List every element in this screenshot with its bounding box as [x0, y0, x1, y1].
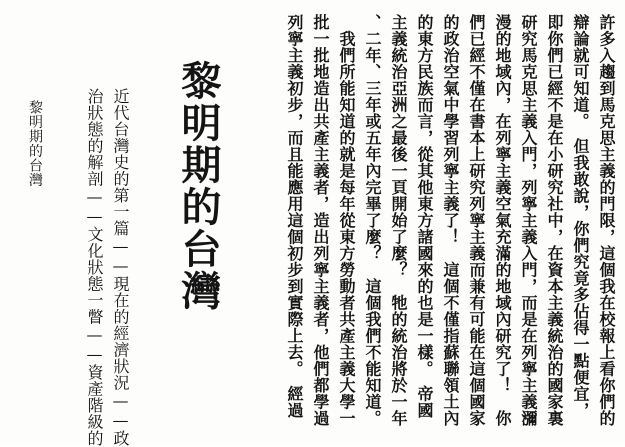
chapter-subtitle-line: 治狀態的解剖——文化狀態一瞥——資產階級的: [85, 88, 104, 447]
running-title: 黎明期的台灣: [27, 100, 43, 187]
body-text-column: 即你們已經不是在小研究社中，在資本主義統治的國家裏: [545, 14, 564, 427]
chapter-title: 黎明期的台灣: [175, 60, 222, 312]
body-text-column: 許多入趨到馬克思主義的門限，這個我在校報上看你們的: [597, 14, 616, 427]
body-text-column: 辯論就可知道。 但我敢說，你們究竟多佔得一點便宜，: [571, 14, 590, 419]
body-text-column: 研究馬克思主義入門，列寧主義入門，而是在列寧主義瀰: [519, 14, 538, 427]
body-text-column: 的東方民族而言，從其他東方諸國來的也是一樣。 帝國: [415, 14, 434, 419]
chapter-subtitle-line: 近代台灣史的第一篇——現在的經濟狀況——政: [111, 88, 130, 447]
body-text-column: 列寧主義初步，而且能應用這個初步到實際上去。 經過: [285, 14, 304, 419]
body-text-column: 們已經不僅在書本上研究列寧主義而兼有可能在這個國家: [467, 14, 486, 427]
body-text-column: 批一批地造出共產主義者，造出列寧主義者，他們都學過: [311, 14, 330, 427]
body-text-column: 我們所能知道的就是每年從東方勞動者共產主義大學一: [337, 14, 356, 427]
body-text-column: 主義統治亞洲之最後一頁開始了麼？ 牠的統治將於一年: [389, 14, 408, 427]
body-text-column: 漫的地域內，在列寧主義空氣充滿的地域內研究了！ 你: [493, 14, 512, 427]
body-text-column: 、二年、三年或五年內完畢了麼？ 這個我們不能知道。: [363, 14, 382, 427]
body-text-column: 的政治空氣中學習列寧主義了！ 這個不僅指蘇聯領土內: [441, 14, 460, 427]
